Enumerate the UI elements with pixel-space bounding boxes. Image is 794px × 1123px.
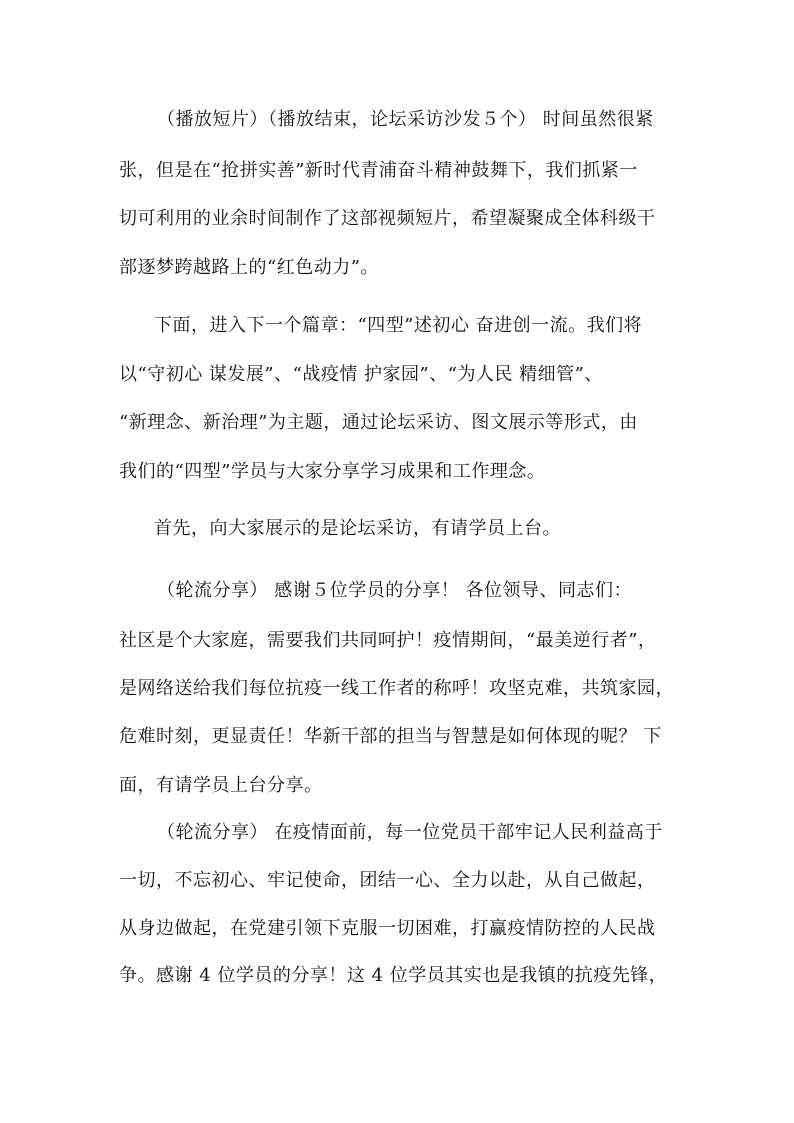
text-line: （轮流分享） 在疫情面前，每一位党员干部牢记人民利益高于 <box>157 822 663 843</box>
text-line: 以“守初心 谋发展”、“战疫情 护家园”、“为人民 精细管”、 <box>119 364 603 385</box>
text-line: 张，但是在“抢拼实善”新时代青浦奋斗精神鼓舞下，我们抓紧一 <box>119 160 638 181</box>
text-line: 切可利用的业余时间制作了这部视频短片，希望凝聚成全体科级干 <box>119 208 656 229</box>
text-line: 下面，进入下一个篇章：“四型”述初心 奋进创一流。我们将 <box>154 315 643 336</box>
text-line: 一切，不忘初心、牢记使命，团结一心、全力以赴，从自己做起， <box>119 870 656 891</box>
text-line: 从身边做起，在党建引领下克服一切困难，打赢疫情防控的人民战 <box>119 918 656 939</box>
text-line: “新理念、新治理”为主题，通过论坛采访、图文展示等形式，由 <box>119 412 638 433</box>
text-line: 争。感谢 4 位学员的分享！这 4 位学员其实也是我镇的抗疫先锋， <box>119 965 668 986</box>
text-line: 部逐梦跨越路上的“红色动力”。 <box>119 257 379 278</box>
text-line: （播放短片）（播放结束，论坛采访沙发５个） 时间虽然很紧 <box>157 109 654 130</box>
text-line: （轮流分享） 感谢５位学员的分享！ 各位领导、同志们： <box>157 580 632 601</box>
text-line: 是网络送给我们每位抗疫一线工作者的称呼！攻坚克难，共筑家园， <box>119 678 674 699</box>
text-line: 社区是个大家庭，需要我们共同呵护！疫情期间，“最美逆行者”， <box>119 630 657 651</box>
text-line: 危难时刻，更显责任！华新干部的担当与智慧是如何体现的呢？ 下 <box>119 726 662 747</box>
text-line: 面，有请学员上台分享。 <box>119 775 323 796</box>
text-line: 我们的“四型”学员与大家分享学习成果和工作理念。 <box>119 461 546 482</box>
text-line: 首先，向大家展示的是论坛采访，有请学员上台。 <box>154 518 561 539</box>
